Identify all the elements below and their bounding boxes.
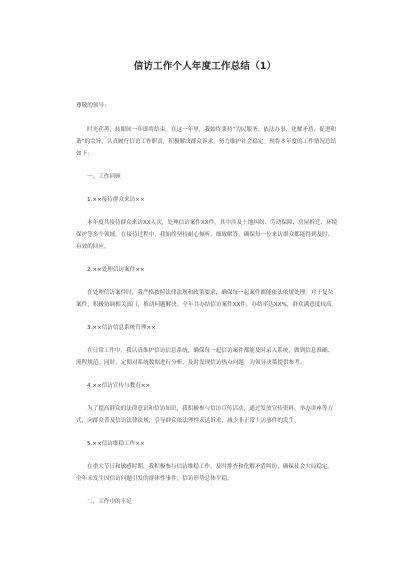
- section-heading-shortcomings: 二、工作中的不足: [87, 499, 132, 505]
- intro-paragraph: 时光荏苒，转眼间一年即将结束。在这一年里，我始终秉持“为民服务、依法办事、化解矛盾、促进和谐”的宗旨，认真履行信访工作职责，积极解决群众诉求，努力维护社会稳定。现将本年度的工作情况总结如下：: [76, 127, 337, 157]
- greeting: 尊敬的领导：: [76, 103, 110, 109]
- section-heading-review: 一、工作回顾: [87, 174, 121, 180]
- item-heading-4: 4.××信访宣传与教育××: [87, 383, 151, 389]
- page-title: 信访工作个人年度工作总结（1）: [133, 61, 277, 72]
- item-body-1: 本年度共接待群众来访XX人次，处理信访案件XX件，其中涉及土地纠纷、劳动保障、房屋拆迁、环境保护等多个领域。在接待过程中，我始终坚持耐心倾听、细致解答，确保每一位来访群众都能得到及时、有效的回应。: [76, 220, 338, 250]
- item-heading-3: 3.××信访信息系统管理××: [87, 325, 156, 331]
- item-body-2: 在处理信访案件时，我严格按照法律法规和政策要求，确保每一起案件都能依法依规处理。对于复杂案件，积极协调相关部门，推动问题解决。全年共办结信访案件XX件，办结率达XX%，群众满意度较高。: [76, 290, 338, 308]
- item-heading-2: 2.××处理信访案件××: [87, 267, 145, 273]
- item-body-4: 为了提高群众的法律意识和信访知识，我积极参与信访宣传活动，通过发放宣传资料、举办讲座等方式，向群众普及信访法律法规，引导群众依法理性表达诉求，减少非正常上访事件的发生。: [76, 406, 334, 424]
- item-heading-1: 1.××接待群众来访××: [87, 197, 145, 203]
- document-body: [76, 100, 338, 519]
- item-body-5: 在重大节日和敏感时期，我积极参与信访维稳工作，及时排查和化解矛盾纠纷，确保社会大局稳定。全年未发生因信访问题引发的群体性事件，信访形势总体平稳。: [76, 464, 334, 482]
- item-body-3: 在日常工作中，我认真维护信访信息系统，确保每一起信访案件都能及时录入系统，做到信息准确、流程规范。同时，定期对系统数据进行分析，及时发现信访热点问题，为领导决策提供参考。: [76, 348, 334, 366]
- item-heading-5: 5.××信访维稳工作××: [87, 441, 145, 447]
